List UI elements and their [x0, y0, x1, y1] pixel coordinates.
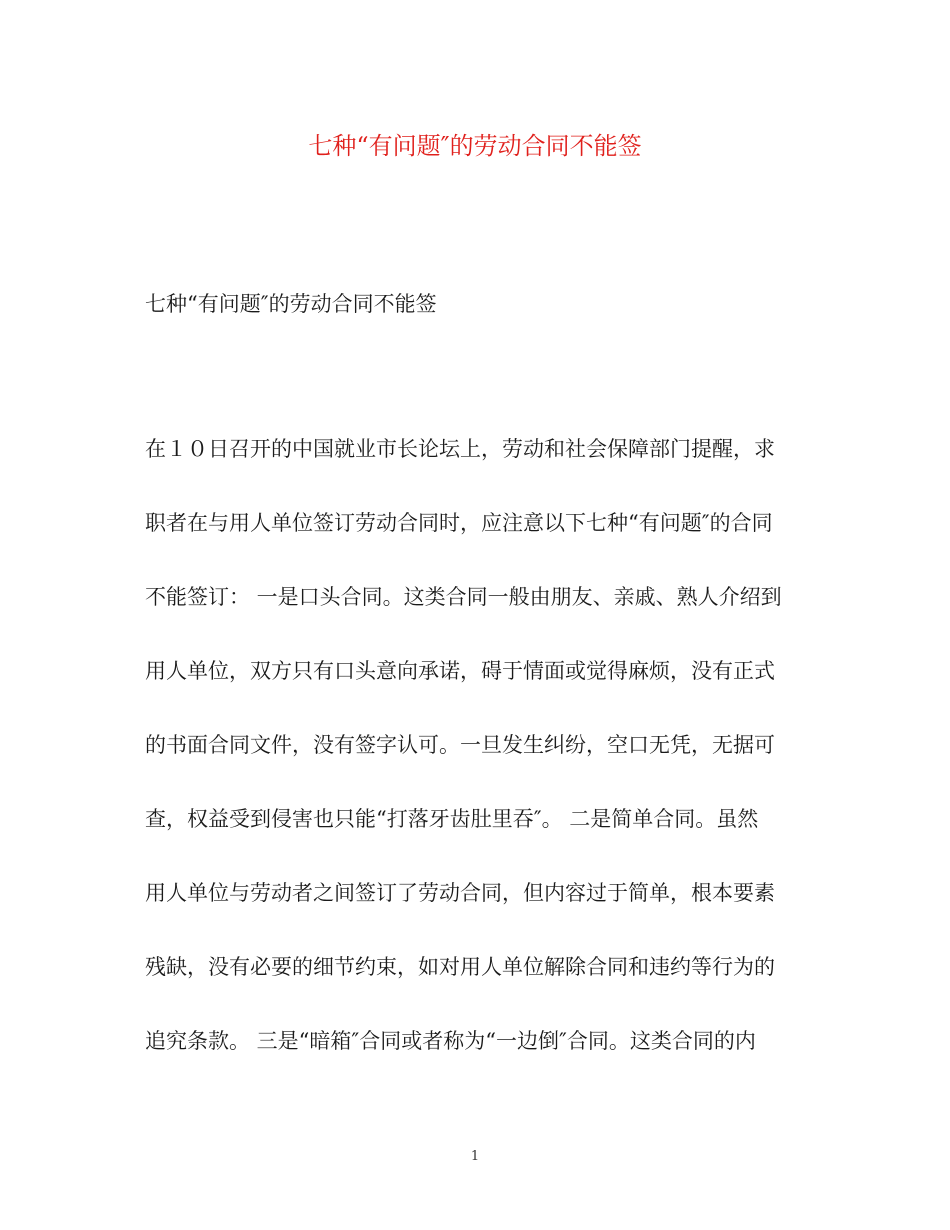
document-subtitle: 七种“有问题″的劳动合同不能签 — [145, 292, 437, 316]
body-line: 的书面合同文件，没有签字认可。一旦发生纠纷，空口无凭，无据可 — [145, 733, 775, 757]
body-line: 用人单位与劳动者之间签订了劳动合同，但内容过于简单，根本要素 — [145, 881, 775, 905]
body-line: 查，权益受到侵害也只能“打落牙齿肚里吞″。 二是简单合同。虽然 — [145, 807, 759, 831]
body-line: 残缺，没有必要的细节约束，如对用人单位解除合同和违约等行为的 — [145, 955, 775, 979]
document-title: 七种“有问题″的劳动合同不能签 — [308, 132, 642, 160]
body-line: 追究条款。 三是“暗箱″合同或者称为“一边倒″合同。这类合同的内 — [145, 1029, 756, 1053]
body-line: 在１０日召开的中国就业市长论坛上，劳动和社会保障部门提醒，求 — [145, 437, 775, 461]
body-line: 职者在与用人单位签订劳动合同时，应注意以下七种“有问题″的合同 — [145, 511, 773, 535]
body-line: 用人单位，双方只有口头意向承诺，碍于情面或觉得麻烦，没有正式 — [145, 659, 775, 683]
body-line: 不能签订： 一是口头合同。这类合同一般由朋友、亲戚、熟人介绍到 — [145, 585, 782, 609]
page-number: 1 — [470, 1149, 480, 1164]
